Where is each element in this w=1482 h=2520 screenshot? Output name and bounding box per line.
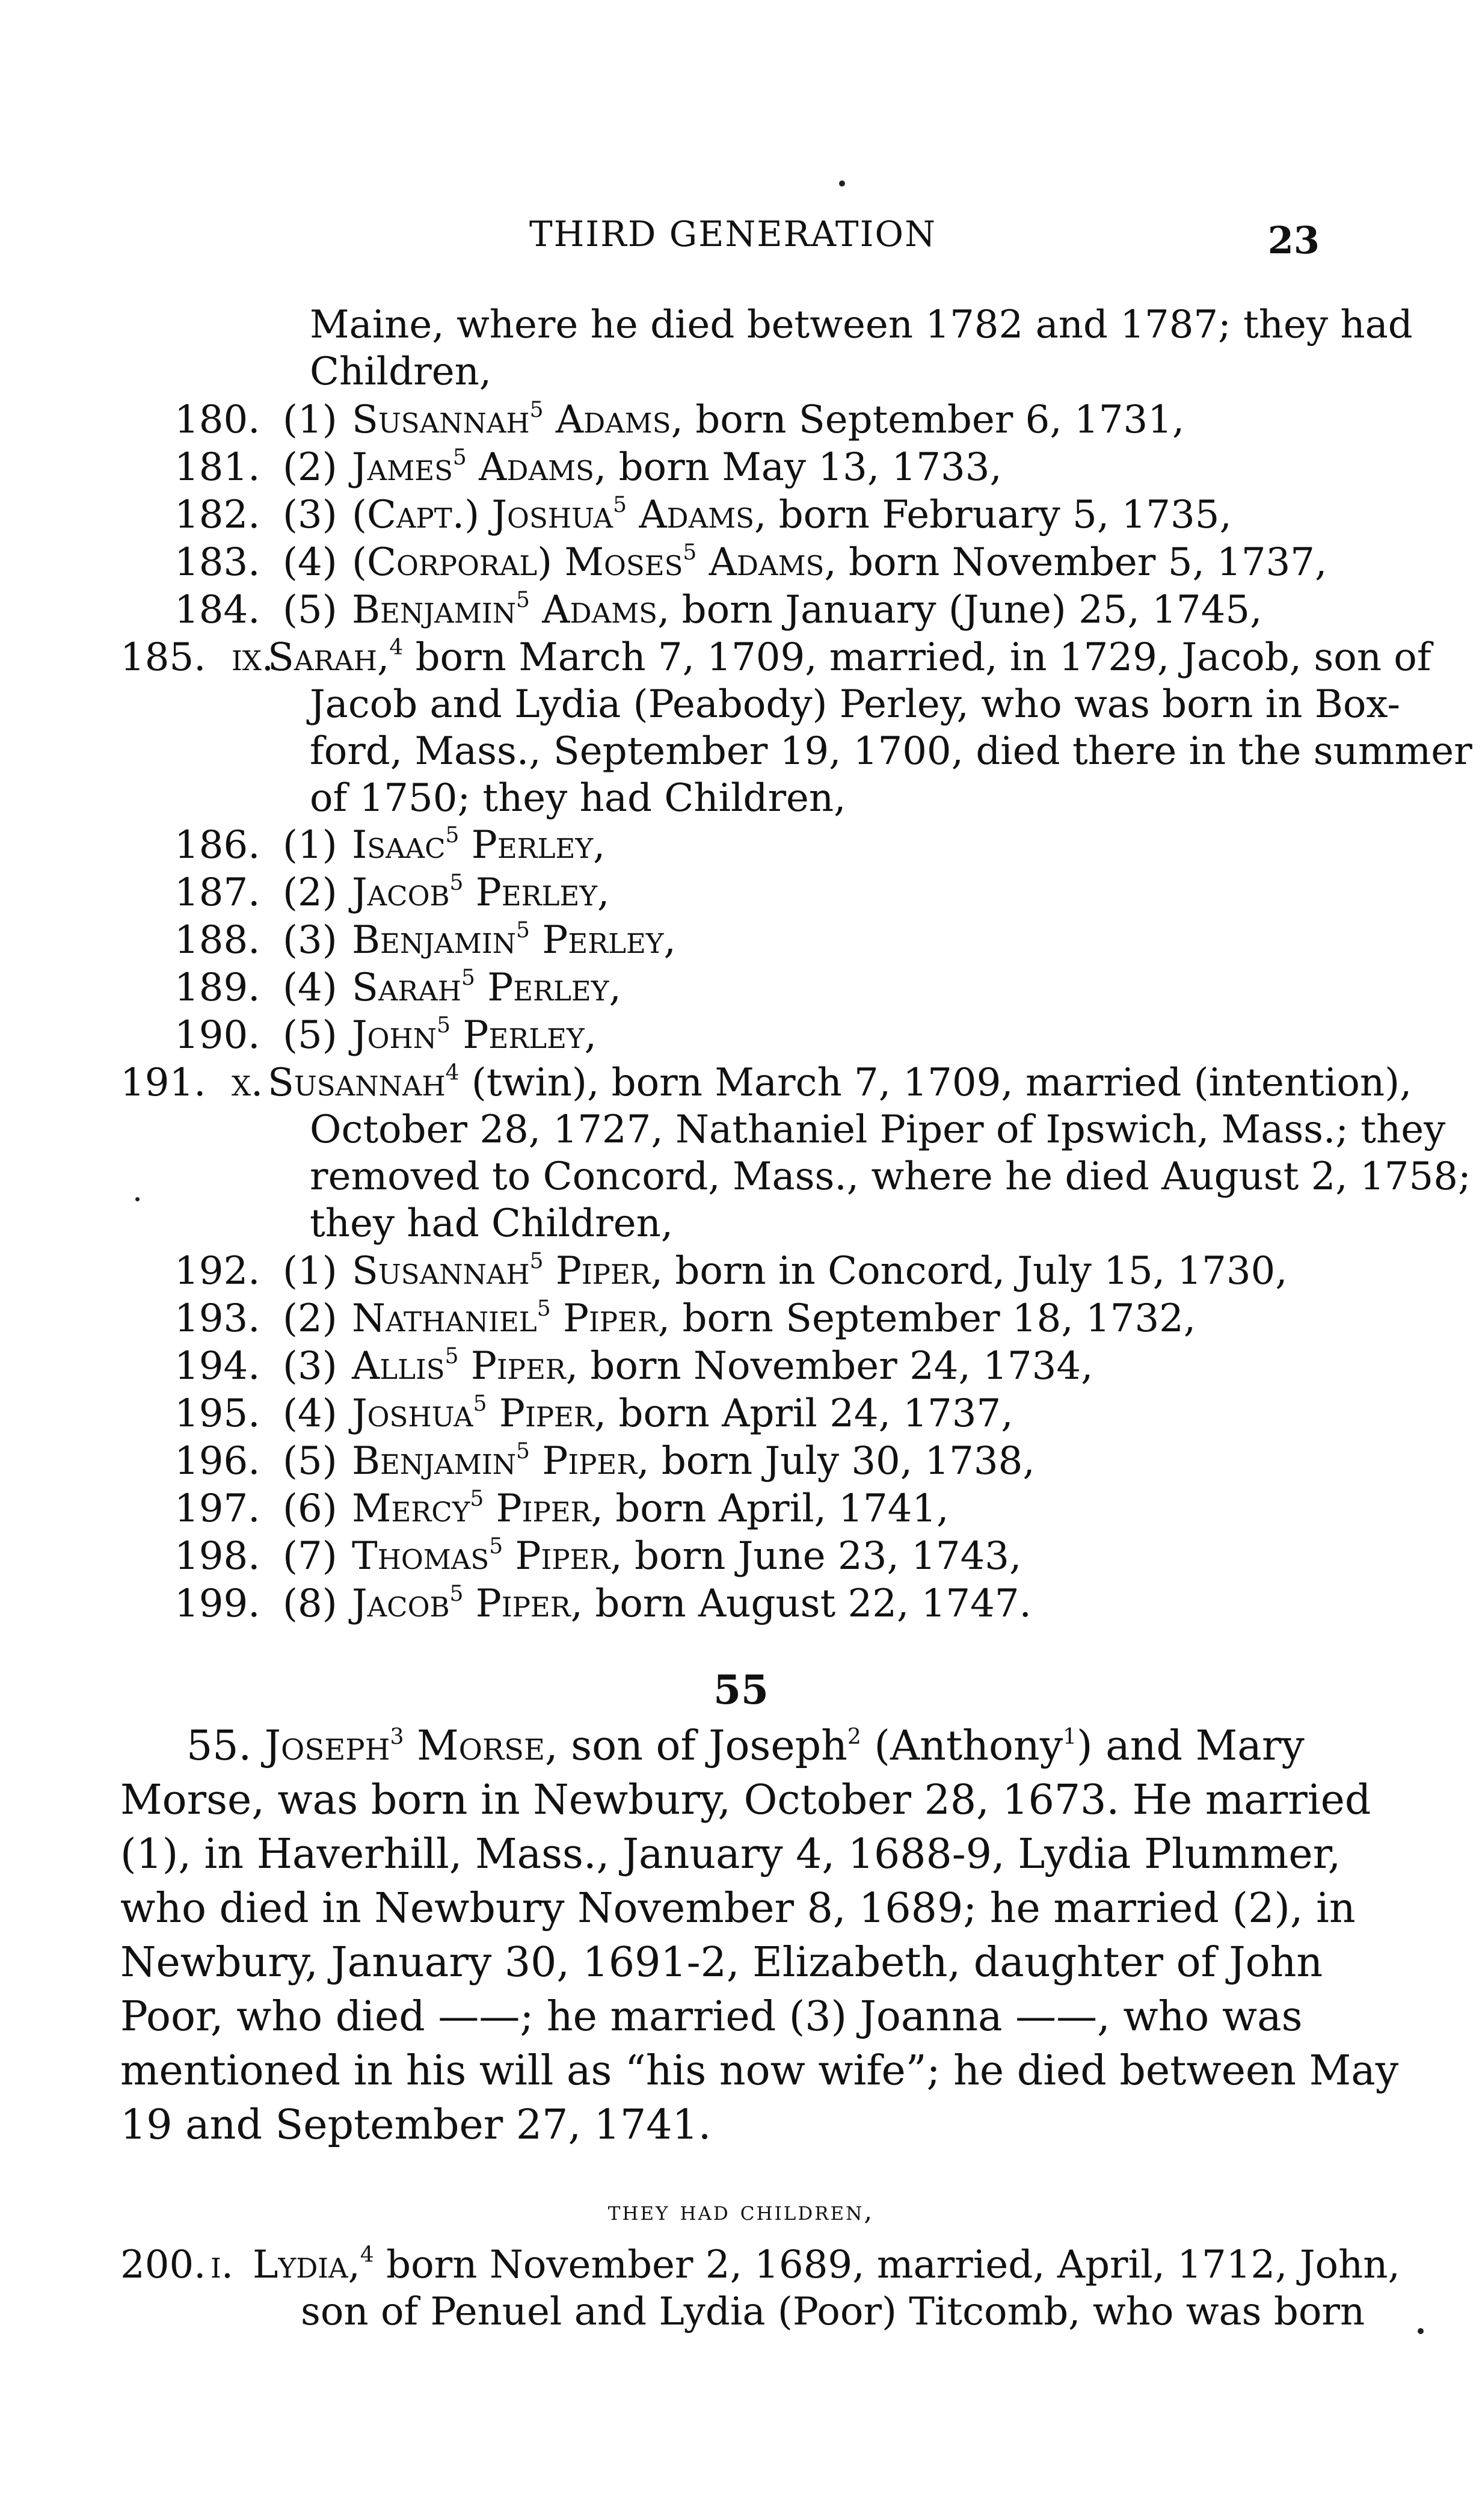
- generation-number: 5: [516, 588, 530, 612]
- person-surname: Piper: [475, 1582, 571, 1626]
- paragraph-line: (1), in Haverhill, Mass., January 4, 1688-9, Lydia Plummer,: [120, 1831, 1341, 1878]
- entry-number: 183.: [174, 540, 260, 585]
- generation-number: 5: [449, 1582, 464, 1606]
- person-name: James: [352, 445, 453, 490]
- person-surname: Piper: [515, 1534, 610, 1579]
- generation-number: 5: [516, 1439, 530, 1464]
- person-surname: Perley,: [471, 823, 606, 867]
- birth-order: (5): [283, 1013, 337, 1058]
- paragraph-line: Morse, was born in Newbury, October 28, 1673. He married: [120, 1776, 1371, 1824]
- person-surname: Adams: [542, 588, 657, 632]
- entry-number: 182.: [174, 493, 260, 537]
- person-surname: Piper: [555, 1249, 651, 1293]
- scan-speck: [1418, 2328, 1424, 2334]
- section-heading: 55: [713, 1666, 769, 1713]
- generation-number: 5: [683, 540, 697, 565]
- person-name: Susannah: [352, 398, 530, 442]
- generation-number: 5: [444, 1344, 459, 1369]
- person-surname: Piper: [496, 1486, 591, 1531]
- entry-detail: , born September 6, 1731,: [671, 398, 1185, 442]
- person-name: Thomas: [352, 1534, 490, 1579]
- birth-order: (1): [283, 823, 337, 867]
- generation-number: 5: [516, 918, 530, 943]
- person-surname: Adams: [479, 445, 594, 490]
- person-name: Jacob: [352, 870, 450, 915]
- person-surname: Piper: [562, 1296, 658, 1341]
- person-name: John: [352, 1013, 437, 1058]
- birth-order: (3): [283, 493, 337, 537]
- entry-number: 181.: [174, 445, 260, 490]
- entry-number: 192.: [174, 1249, 260, 1293]
- scan-speck: [135, 1197, 140, 1201]
- birth-order: (2): [283, 1296, 337, 1341]
- entry-number: 188.: [174, 918, 260, 963]
- entry-number: 199.: [174, 1582, 260, 1626]
- page-number: 23: [1267, 218, 1320, 262]
- birth-order: (6): [283, 1486, 337, 1531]
- person-name: Sarah: [352, 966, 461, 1010]
- birth-order: (7): [283, 1534, 337, 1579]
- person-name: Susannah: [352, 1249, 530, 1293]
- entry-detail: , born November 24, 1734,: [565, 1344, 1093, 1388]
- entry-detail: , born November 5, 1737,: [824, 540, 1327, 585]
- scan-speck: [839, 180, 845, 186]
- person-name: Susannah: [268, 1061, 446, 1105]
- person-surname: Perley,: [542, 918, 676, 963]
- birth-order: (4): [283, 966, 337, 1010]
- birth-order: (3): [283, 918, 337, 963]
- entry-number: 195.: [174, 1391, 260, 1436]
- generation-number: 5: [437, 1013, 451, 1038]
- paragraph-line: 19 and September 27, 1741.: [120, 2101, 712, 2149]
- entry-number: 196.: [174, 1439, 260, 1483]
- person-name: Benjamin: [352, 918, 517, 963]
- birth-order: (1): [283, 1249, 337, 1293]
- entry-number: 198.: [174, 1534, 260, 1579]
- birth-order: (5): [283, 588, 337, 632]
- page-header: [0, 214, 1482, 262]
- generation-number: 5: [529, 1249, 544, 1274]
- person-name: Benjamin: [352, 1439, 517, 1483]
- person-name: Joshua: [352, 1391, 473, 1436]
- entry-number: 193.: [174, 1296, 260, 1341]
- entry-detail: , born August 22, 1747.: [570, 1582, 1032, 1626]
- birth-order: (4): [283, 1391, 337, 1436]
- paragraph-line: mentioned in his will as “his now wife”; he died between May: [120, 2047, 1399, 2095]
- birth-order: (4): [283, 540, 337, 585]
- person-name: Jacob: [352, 1582, 450, 1626]
- generation-number: 5: [470, 1486, 484, 1511]
- person-name: Mercy: [352, 1486, 470, 1531]
- entry-detail: , born May 13, 1733,: [594, 445, 1002, 490]
- entry-detail: , born April, 1741,: [591, 1486, 949, 1531]
- entry-detail: , born April 24, 1737,: [594, 1391, 1013, 1436]
- person-surname: Piper: [542, 1439, 638, 1483]
- birth-order: (1): [283, 398, 337, 442]
- person-name: Benjamin: [352, 588, 517, 632]
- entry-number: 190.: [174, 1013, 260, 1058]
- children-subheading: they had children,: [607, 2196, 875, 2226]
- person-surname: Adams: [555, 398, 671, 442]
- entry-number: 180.: [174, 398, 260, 442]
- entry-detail: , born June 23, 1743,: [610, 1534, 1022, 1579]
- entry-detail: , born February 5, 1735,: [754, 493, 1232, 537]
- generation-number: 5: [449, 870, 464, 895]
- person-name: Isaac: [352, 823, 446, 867]
- generation-number: 5: [537, 1296, 551, 1321]
- entry-number: 184.: [174, 588, 260, 632]
- entry-detail: , born September 18, 1732,: [657, 1296, 1196, 1341]
- birth-order: (2): [283, 445, 337, 490]
- generation-number: 5: [452, 445, 467, 470]
- person-surname: Adams: [709, 540, 825, 585]
- person-name: Allis: [352, 1344, 445, 1388]
- person-name: Joshua: [491, 493, 613, 537]
- title-prefix: (Corporal): [352, 540, 565, 585]
- person-name: Joseph: [264, 1722, 390, 1770]
- person-surname: Adams: [639, 493, 755, 537]
- person-surname: Perley,: [487, 966, 621, 1010]
- person-surname: Perley,: [463, 1013, 597, 1058]
- person-surname: Piper: [470, 1344, 566, 1388]
- entry-detail: , born January (June) 25, 1745,: [657, 588, 1262, 632]
- title-prefix: (Capt.): [352, 493, 492, 537]
- entry-number: 189.: [174, 966, 260, 1010]
- person-name: Moses: [564, 540, 683, 585]
- person-name: Sarah,: [268, 635, 390, 680]
- running-head: THIRD GENERATION: [529, 214, 936, 254]
- paragraph-line: Newbury, January 30, 1691-2, Elizabeth, daughter of John: [120, 1939, 1323, 1986]
- entry-number: 186.: [174, 823, 260, 867]
- entry-detail: , born in Concord, July 15, 1730,: [650, 1249, 1288, 1293]
- entry-number: 197.: [174, 1486, 260, 1531]
- birth-order: (5): [283, 1439, 337, 1483]
- birth-order: (2): [283, 870, 337, 915]
- paragraph-line: 55. Joseph$^3$ Morse, son of Joseph$^2$ (Anthony$^1$) and Mary: [186, 1722, 1305, 1770]
- person-name: Nathaniel: [352, 1296, 537, 1341]
- birth-order: (8): [283, 1582, 337, 1626]
- generation-number: 5: [529, 398, 544, 422]
- person-surname: Piper: [499, 1391, 594, 1436]
- paragraph-line: Poor, who died ——; he married (3) Joanna ——, who was: [120, 1993, 1303, 2041]
- entry-number: 194.: [174, 1344, 260, 1388]
- entry-number: 187.: [174, 870, 260, 915]
- generation-number: 5: [461, 966, 475, 990]
- person-surname: Perley,: [475, 870, 610, 915]
- generation-number: 5: [473, 1391, 487, 1416]
- book-page: THIRD GENERATION 23 Maine, where he died between 1782 and 1787; they had Children, 180. (1) Susannah$^5$ Adams, born September 6, 1731, 181. (2) James$^5$ Adams, born May 13, 1733, 182. (3) (Capt.) Joshua$^5$ Adams, born February 5, 1735, 183. (4) (Corporal) Moses$^5$ Adams, born November 5, 1737, 184. (5) Benjamin$^5$ Adams, born January (June) 25, 1745, 185. ix. Sarah,$^4$ born March 7, 1709, married, in 1729, Jacob, son of Jacob and Lydia (Peabody) Perley, who was born in Box- ford, Mass., September 19, 1700, died there in the summer of 1750; they had Children, 186. (1) Isaac$^5$ Perley, 187. (2) Jacob$^5$ Perley, 188. (3) Benjamin$^5$ Perley, 189. (4) Sarah$^5$ Perley, 190. (5) John$^5$ Perley, 191. x. Susannah$^4$ (twin), born March 7, 1709, married (intention), October 28, 1727, Nathaniel Piper of Ipswich, Mass.; they removed to Concord, Mass., where he died August 2, 1758; they had Children, 192. (1) Susannah$^5$ Piper, born in Concord, July 15, 1730, 193. (2) Nathaniel$^5$ Piper, born September 18, 1732, 194. (3) Allis$^5$ Piper, born November 24, 1734, 195. (4) Joshua$^5$ Piper, born April 24, 1737, 196. (5) Benjamin$^5$ Piper, born July 30, 1738, 197. (6) Mercy$^5$ Piper, born April, 1741, 198. (7) Thomas$^5$ Piper, born June 23, 1743, 199. (8) Jacob$^5$ Piper, born August 22, 1747. 55 55. Joseph$^3$ Morse, son of Joseph$^2$ (Anthony$^1$) and Mary Morse, was born in Newbury, October 28, 1673. He married (1), in Haverhill, Mass., January 4, 1688-9, Lydia Plummer, who died in Newbury November 8, 1689; he married (2), in Newbury, January 30, 1691-2, Elizabeth, daughter of John Poor, who died ——; he married (3) Joanna ——, who was mentioned in his will as “his now wife”; he died between May 19 and September 27, 1741. they had children, 200. i. Lydia,$^4$ born November 2, 1689, married, April, 1712, John, son of Penuel and Lydia (Poor) Titcomb, who was born: [0, 0, 1482, 2520]
- entry-detail: , born July 30, 1738,: [637, 1439, 1035, 1483]
- generation-number: 5: [445, 823, 460, 848]
- generation-number: 5: [489, 1534, 503, 1559]
- paragraph-line: who died in Newbury November 8, 1689; he married (2), in: [120, 1885, 1356, 1932]
- birth-order: (3): [283, 1344, 337, 1388]
- generation-number: 5: [613, 493, 627, 517]
- person-surname: Morse: [404, 1722, 546, 1770]
- person-name: Lydia,: [253, 2243, 360, 2287]
